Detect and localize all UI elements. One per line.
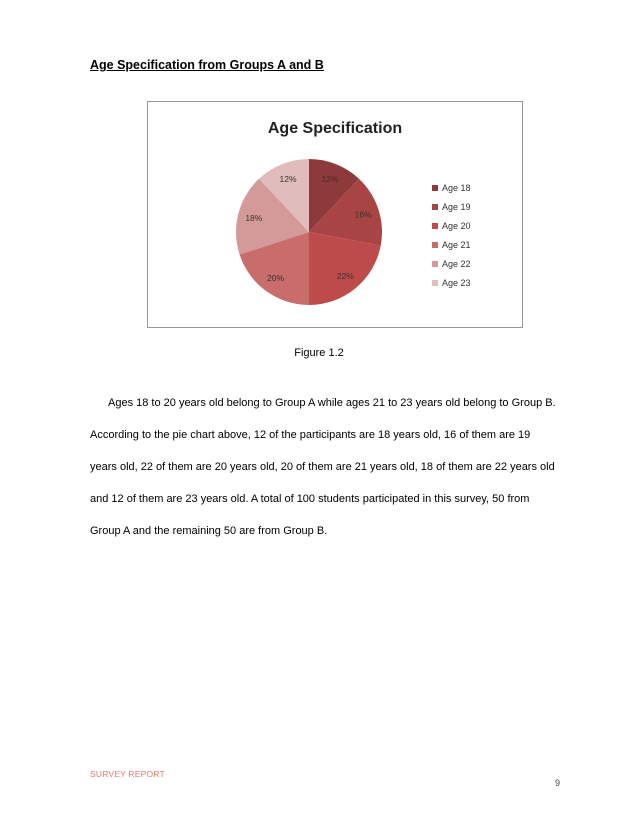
pie-chart xyxy=(147,101,523,328)
legend-label: Age 20 xyxy=(442,220,471,231)
legend-item xyxy=(432,178,471,197)
section-heading: Age Specification from Groups A and B xyxy=(90,58,324,72)
page-number: 9 xyxy=(555,778,561,788)
legend-item xyxy=(432,216,471,235)
pie-data-label: 16% xyxy=(354,209,372,220)
body-paragraph: Ages 18 to 20 years old belong to Group A while ages 21 to 23 years old belong to Group B. According to the pie chart above, 12 of the participants are 18 years old, 16 of them are 19 years old, 22 of them are 20 years old, 20 of them are 21 years old, 18 of them are 22 years old and 12 of them are 23 years old. A total of 100 students participated in this survey, 50 from Group A and the remaining 50 are from Group B. xyxy=(90,397,556,537)
pie-data-label: 12% xyxy=(279,174,297,185)
pie-data-label: 12% xyxy=(321,174,339,185)
chart-legend xyxy=(432,178,471,292)
legend-item xyxy=(432,273,471,292)
legend-label: Age 23 xyxy=(442,277,471,288)
legend-item xyxy=(432,235,471,254)
legend-item xyxy=(432,197,471,216)
legend-swatch xyxy=(432,204,438,210)
pie-data-label: 18% xyxy=(245,212,263,223)
legend-swatch xyxy=(432,280,438,286)
pie-data-label: 22% xyxy=(336,270,354,281)
legend-swatch xyxy=(432,261,438,267)
legend-label: Age 19 xyxy=(442,201,471,212)
legend-swatch xyxy=(432,223,438,229)
chart-title: Age Specification xyxy=(267,120,403,137)
pie-data-label: 20% xyxy=(267,273,285,284)
legend-item xyxy=(432,254,471,273)
legend-swatch xyxy=(432,185,438,191)
figure-caption: Figure 1.2 xyxy=(294,347,344,359)
legend-swatch xyxy=(432,242,438,248)
legend-label: Age 21 xyxy=(442,239,471,250)
legend-label: Age 22 xyxy=(442,258,471,269)
legend-label: Age 18 xyxy=(442,182,471,193)
footer-label: SURVEY REPORT xyxy=(90,769,165,779)
